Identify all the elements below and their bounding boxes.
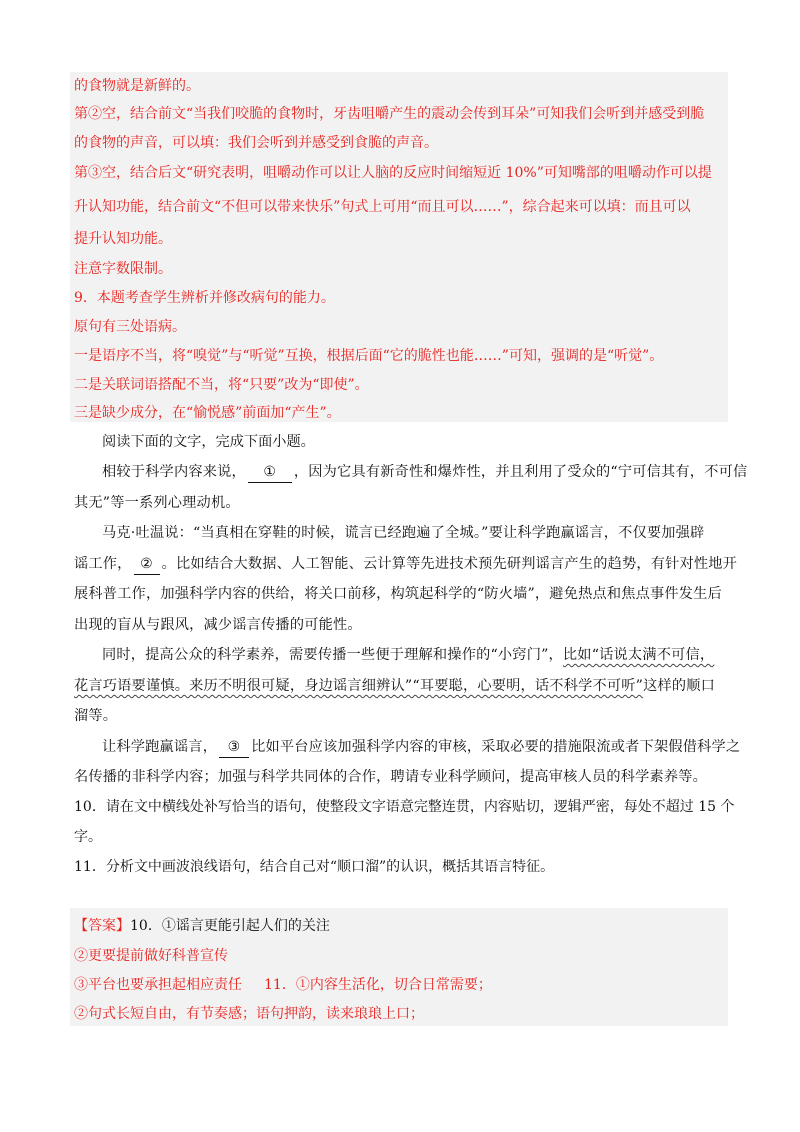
question-11: 11．分析文中画波浪线语句，结合自己对“顺口溜”的认识，概括其语言特征。 bbox=[74, 859, 555, 875]
passage-line: 其无”等一系列心理动机。 bbox=[74, 495, 240, 511]
analysis-line: 注意字数限制。 bbox=[74, 261, 172, 277]
answer-line bbox=[74, 916, 330, 936]
answer-line: ②句式长短自由，有节奏感；语句押韵，读来琅琅上口； bbox=[74, 1006, 424, 1022]
answer-line bbox=[74, 975, 492, 995]
answer-tag: 【答案】 bbox=[74, 918, 130, 934]
analysis-line: 三是缺少成分，在“愉悦感”前面加“产生”。 bbox=[74, 405, 341, 421]
analysis-line: 的食物的声音，可以填：我们会听到并感受到食脆的声音。 bbox=[74, 135, 438, 151]
passage-text: 让科学跑赢谣言， bbox=[102, 739, 218, 755]
analysis-line: 原句有三处语病。 bbox=[74, 319, 186, 335]
passage-line bbox=[102, 462, 747, 483]
passage-text: 同时，提高公众的科学素养，需要传播一些便于理解和操作的“小窍门”， bbox=[102, 647, 563, 663]
answer-text: ③平台也要承担起相应责任 bbox=[74, 977, 242, 993]
wavy-underlined-text: 花言巧语要谨慎。来历不明很可疑，身边谣言细辨认”“耳要聪，心要明，话不科学不可听” bbox=[74, 678, 644, 694]
analysis-line: 提升认知功能。 bbox=[74, 231, 172, 247]
analysis-line: 一是语序不当，将“嗅觉”与“听觉”互换，根据后面“它的脆性也能……”可知，强调的是“听觉”。 bbox=[74, 348, 664, 364]
blank-1: ① bbox=[248, 462, 292, 483]
passage-line: 溜等。 bbox=[74, 708, 118, 724]
passage-line bbox=[102, 645, 714, 665]
answer-text: 11．①内容生活化，切合日常需要； bbox=[264, 977, 492, 993]
analysis-line: 升认知功能，结合前文“不但可以带来快乐”句式上可用“而且可以……”，综合起来可以填：而且可以 bbox=[74, 199, 691, 215]
analysis-line: 第②空，结合前文“当我们咬脆的食物时，牙齿咀嚼产生的震动会传到耳朵”可知我们会听到并感受到脆 bbox=[74, 106, 705, 122]
passage-text: 。比如结合大数据、人工智能、云计算等先进技术预先研判谣言产生的趋势，有针对性地开 bbox=[161, 556, 738, 572]
passage-line bbox=[102, 737, 740, 758]
passage-text: 相较于科学内容来说， bbox=[102, 464, 246, 480]
passage-line: 名传播的非科学内容；加强与科学共同体的合作，聘请专业科学顾问，提高审核人员的科学素养等。 bbox=[74, 769, 708, 785]
wavy-underlined-text: 比如“话说太满不可信， bbox=[562, 647, 715, 663]
passage-text: ，因为它具有新奇性和爆炸性，并且利用了受众的“宁可信其有，不可信 bbox=[293, 464, 748, 480]
answer-text: 10．①谣言更能引起人们的关注 bbox=[130, 918, 330, 934]
passage-line: 马克·吐温说：“当真相在穿鞋的时候，谎言已经跑遍了全城。”要让科学跑赢谣言，不仅要加强辟 bbox=[102, 525, 705, 541]
passage-line bbox=[74, 676, 715, 696]
passage-text: 谣工作， bbox=[74, 556, 132, 572]
passage-intro: 阅读下面的文字，完成下面小题。 bbox=[102, 434, 315, 450]
answer-line: ②更要提前做好科普宣传 bbox=[74, 948, 228, 964]
blank-2: ② bbox=[134, 554, 160, 575]
blank-3: ③ bbox=[219, 737, 249, 758]
analysis-line: 9．本题考查学生辨析并修改病句的能力。 bbox=[74, 290, 335, 306]
analysis-line: 二是关联词语搭配不当，将“只要”改为“即使”。 bbox=[74, 377, 369, 393]
passage-line bbox=[74, 554, 737, 575]
passage-text: 比如平台应该加强科学内容的审核，采取必要的措施限流或者下架假借科学之 bbox=[251, 739, 741, 755]
analysis-line: 的食物就是新鲜的。 bbox=[74, 78, 200, 94]
passage-line: 展科普工作，加强科学内容的供给，将关口前移，构筑起科学的“防火墙”，避免热点和焦点事件发生后 bbox=[74, 586, 722, 602]
passage-text: 这样的顺口 bbox=[643, 678, 716, 694]
question-10-cont: 字。 bbox=[74, 829, 102, 845]
analysis-line: 第③空，结合后文“研究表明，咀嚼动作可以让人脑的反应时间缩短近 10%”可知嘴部的咀嚼动作可以提 bbox=[74, 165, 712, 181]
question-10: 10．请在文中横线处补写恰当的语句，使整段文字语意完整连贯，内容贴切，逻辑严密，每处不超过 15 个 bbox=[74, 799, 735, 815]
passage-line: 出现的盲从与跟风，减少谣言传播的可能性。 bbox=[74, 617, 362, 633]
